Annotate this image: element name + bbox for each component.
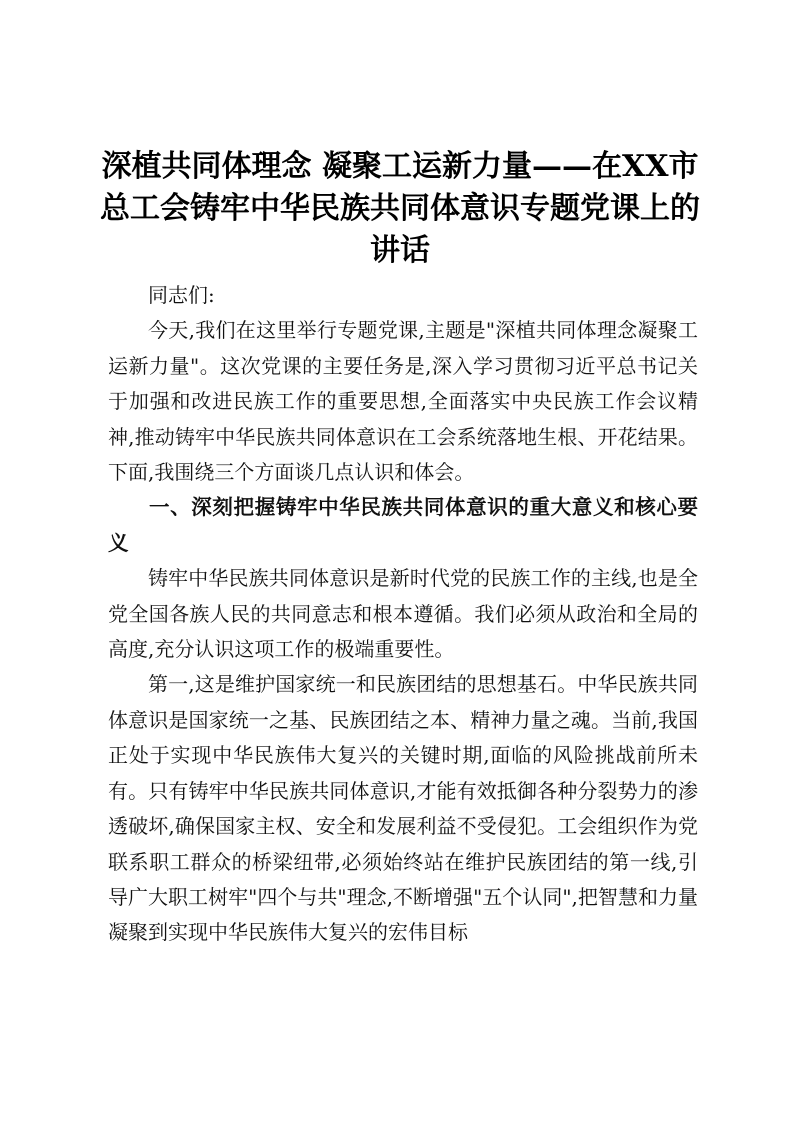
intro-paragraph: 今天,我们在这里举行专题党课,主题是"深植共同体理念凝聚工运新力量"。这次党课的主要任务是,深入学习贯彻习近平总书记关于加强和改进民族工作的重要思想,全面落实中央民族工作会议精神,推动铸牢中华民族共同体意识在工会系统落地生根、开花结果。下面,我围绕三个方面谈几点认识和体会。 [108, 318, 698, 485]
document-title: 深植共同体理念 凝聚工运新力量——在XX市总工会铸牢中华民族共同体意识专题党课上的讲话 [100, 149, 700, 268]
section-heading: 一、深刻把握铸牢中华民族共同体意识的重大意义和核心要义 [108, 495, 698, 555]
document-body [108, 278, 698, 951]
body-paragraph: 第一,这是维护国家统一和民族团结的思想基石。中华民族共同体意识是国家统一之基、民族团结之本、精神力量之魂。当前,我国正处于实现中华民族伟大复兴的关键时期,面临的风险挑战前所未有。只有铸牢中华民族共同体意识,才能有效抵御各种分裂势力的渗透破坏,确保国家主权、安全和发展利益不受侵犯。工会组织作为党联系职工群众的桥梁纽带,必须始终站在维护民族团结的第一线,引导广大职工树牢"四个与共"理念,不断增强"五个认同",把智慧和力量凝聚到实现中华民族伟大复兴的宏伟目标 [108, 672, 698, 945]
salutation-paragraph: 同志们: [148, 283, 215, 307]
body-paragraph: 铸牢中华民族共同体意识是新时代党的民族工作的主线,也是全党全国各族人民的共同意志和根本遵循。我们必须从政治和全局的高度,充分认识这项工作的极端重要性。 [108, 566, 698, 662]
